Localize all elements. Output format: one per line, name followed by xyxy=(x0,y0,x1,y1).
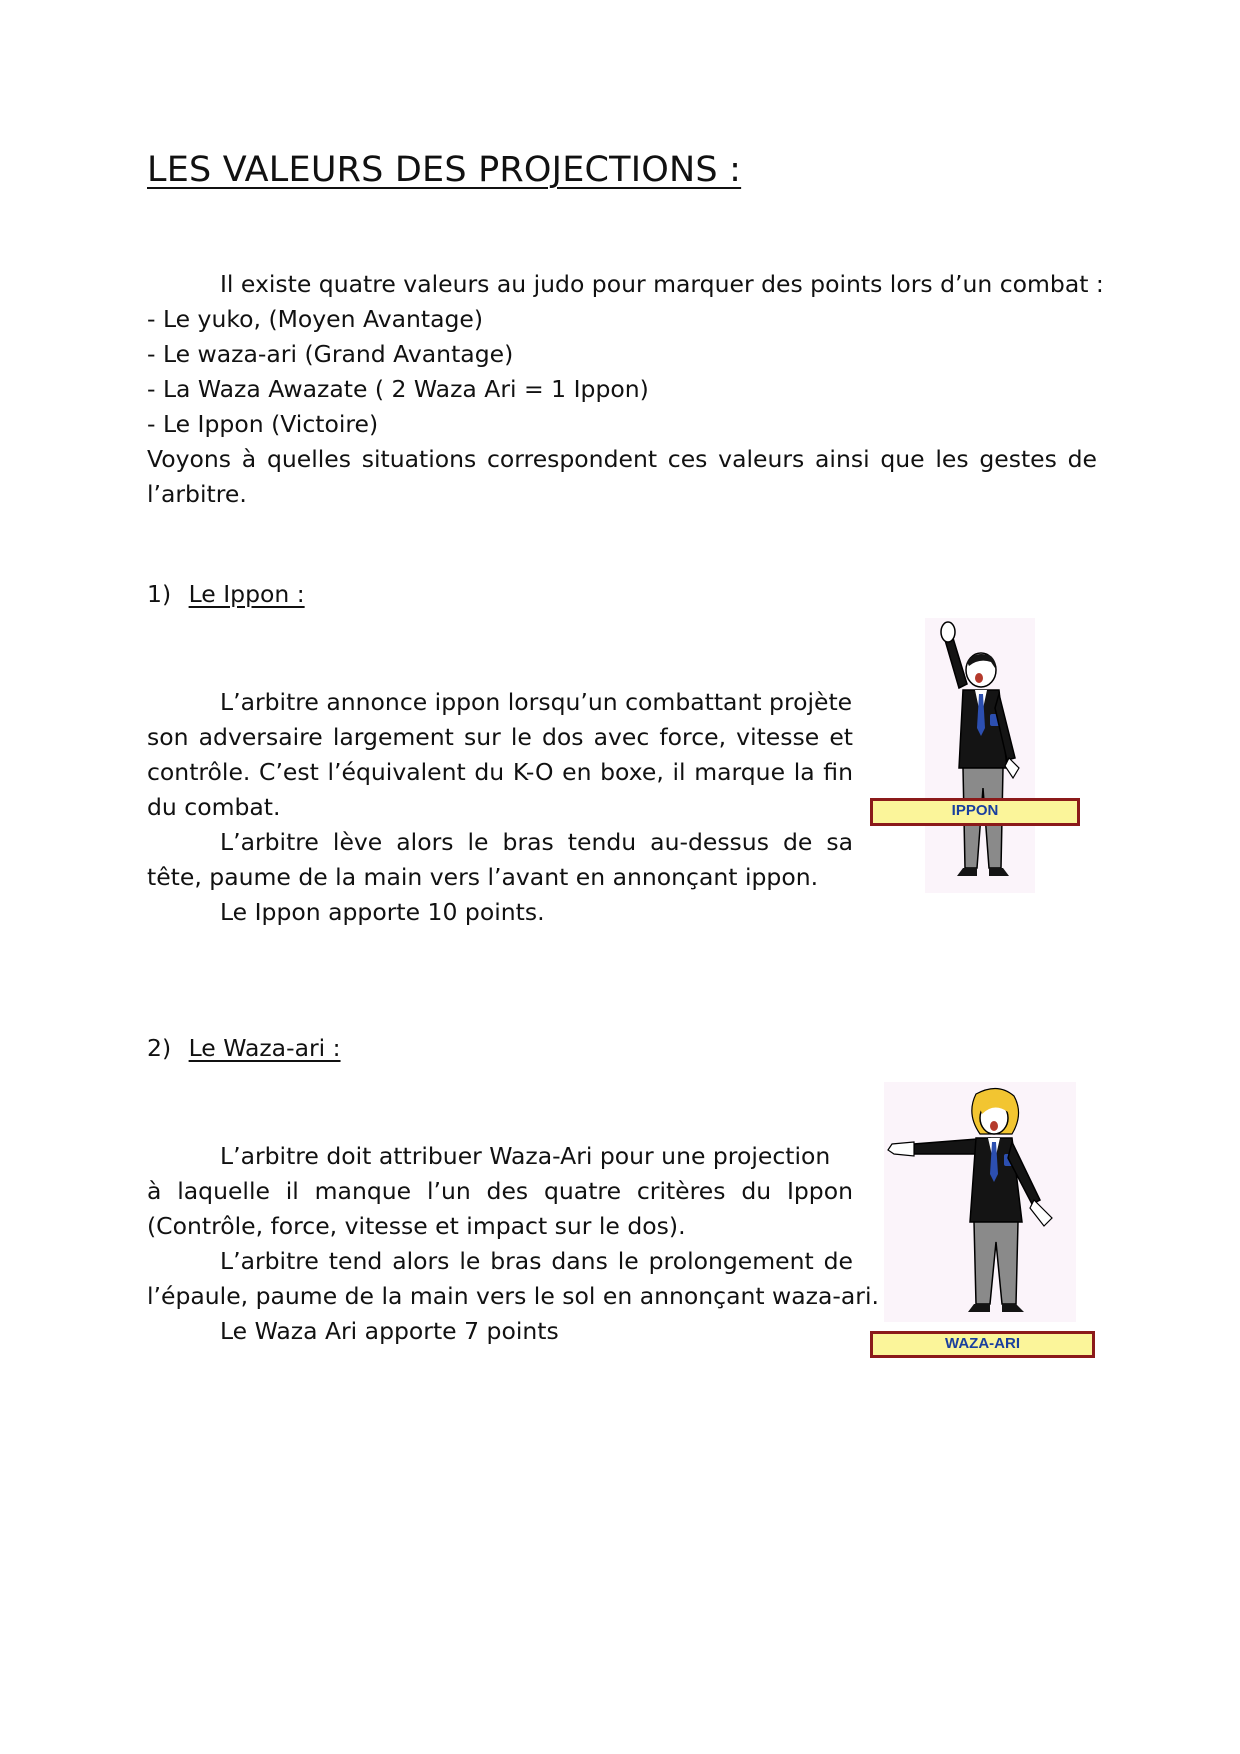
paragraph-line: contrôle. C’est l’équivalent du K-O en boxe, il marque la fin xyxy=(147,758,853,786)
section-number: 2) xyxy=(147,1034,172,1062)
paragraph-line: Le Ippon apporte 10 points. xyxy=(220,898,545,926)
paragraph-line: à laquelle il manque l’un des quatre critères du Ippon xyxy=(147,1177,853,1205)
paragraph-line: L’arbitre lève alors le bras tendu au-dessus de sa xyxy=(220,828,853,856)
section-number: 1) xyxy=(147,580,172,608)
paragraph-line: (Contrôle, force, vitesse et impact sur le dos). xyxy=(147,1212,686,1240)
referee-waza-ari-illustration xyxy=(884,1082,1076,1322)
list-item: - Le yuko, (Moyen Avantage) xyxy=(147,305,484,333)
waza-ari-paragraph xyxy=(147,1139,879,1349)
intro-closing-line: l’arbitre. xyxy=(147,480,247,508)
waza-ari-label: WAZA-ARI xyxy=(870,1331,1095,1358)
section-heading-text: Le Waza-ari : xyxy=(188,1034,341,1062)
paragraph-line: tête, paume de la main vers l’avant en annonçant ippon. xyxy=(147,863,819,891)
intro-paragraph xyxy=(147,267,1104,512)
paragraph-line: Le Waza Ari apporte 7 points xyxy=(220,1317,559,1345)
paragraph-line: du combat. xyxy=(147,793,281,821)
paragraph-line: L’arbitre tend alors le bras dans le prolongement de xyxy=(220,1247,853,1275)
waza-ari-figure xyxy=(870,1082,1095,1367)
paragraph-line: L’arbitre annonce ippon lorsqu’un combattant projète xyxy=(220,688,853,716)
section-heading-ippon xyxy=(147,580,305,608)
ippon-figure xyxy=(870,618,1080,923)
intro-closing-line: Voyons à quelles situations correspondent ces valeurs ainsi que les gestes de xyxy=(147,445,1097,473)
intro-line: Il existe quatre valeurs au judo pour marquer des points lors d’un combat : xyxy=(220,270,1104,298)
ippon-label: IPPON xyxy=(870,798,1080,826)
page-title: LES VALEURS DES PROJECTIONS : xyxy=(147,150,742,190)
paragraph-line: l’épaule, paume de la main vers le sol en annonçant waza-ari. xyxy=(147,1282,879,1310)
list-item: - Le waza-ari (Grand Avantage) xyxy=(147,340,514,368)
list-item: - Le Ippon (Victoire) xyxy=(147,410,379,438)
paragraph-line: L’arbitre doit attribuer Waza-Ari pour une projection xyxy=(220,1142,831,1170)
paragraph-line: son adversaire largement sur le dos avec force, vitesse et xyxy=(147,723,853,751)
ippon-paragraph xyxy=(147,685,853,930)
referee-ippon-illustration xyxy=(915,618,1045,893)
list-item: - La Waza Awazate ( 2 Waza Ari = 1 Ippon) xyxy=(147,375,649,403)
section-heading-waza-ari xyxy=(147,1034,341,1062)
section-heading-text: Le Ippon : xyxy=(188,580,305,608)
